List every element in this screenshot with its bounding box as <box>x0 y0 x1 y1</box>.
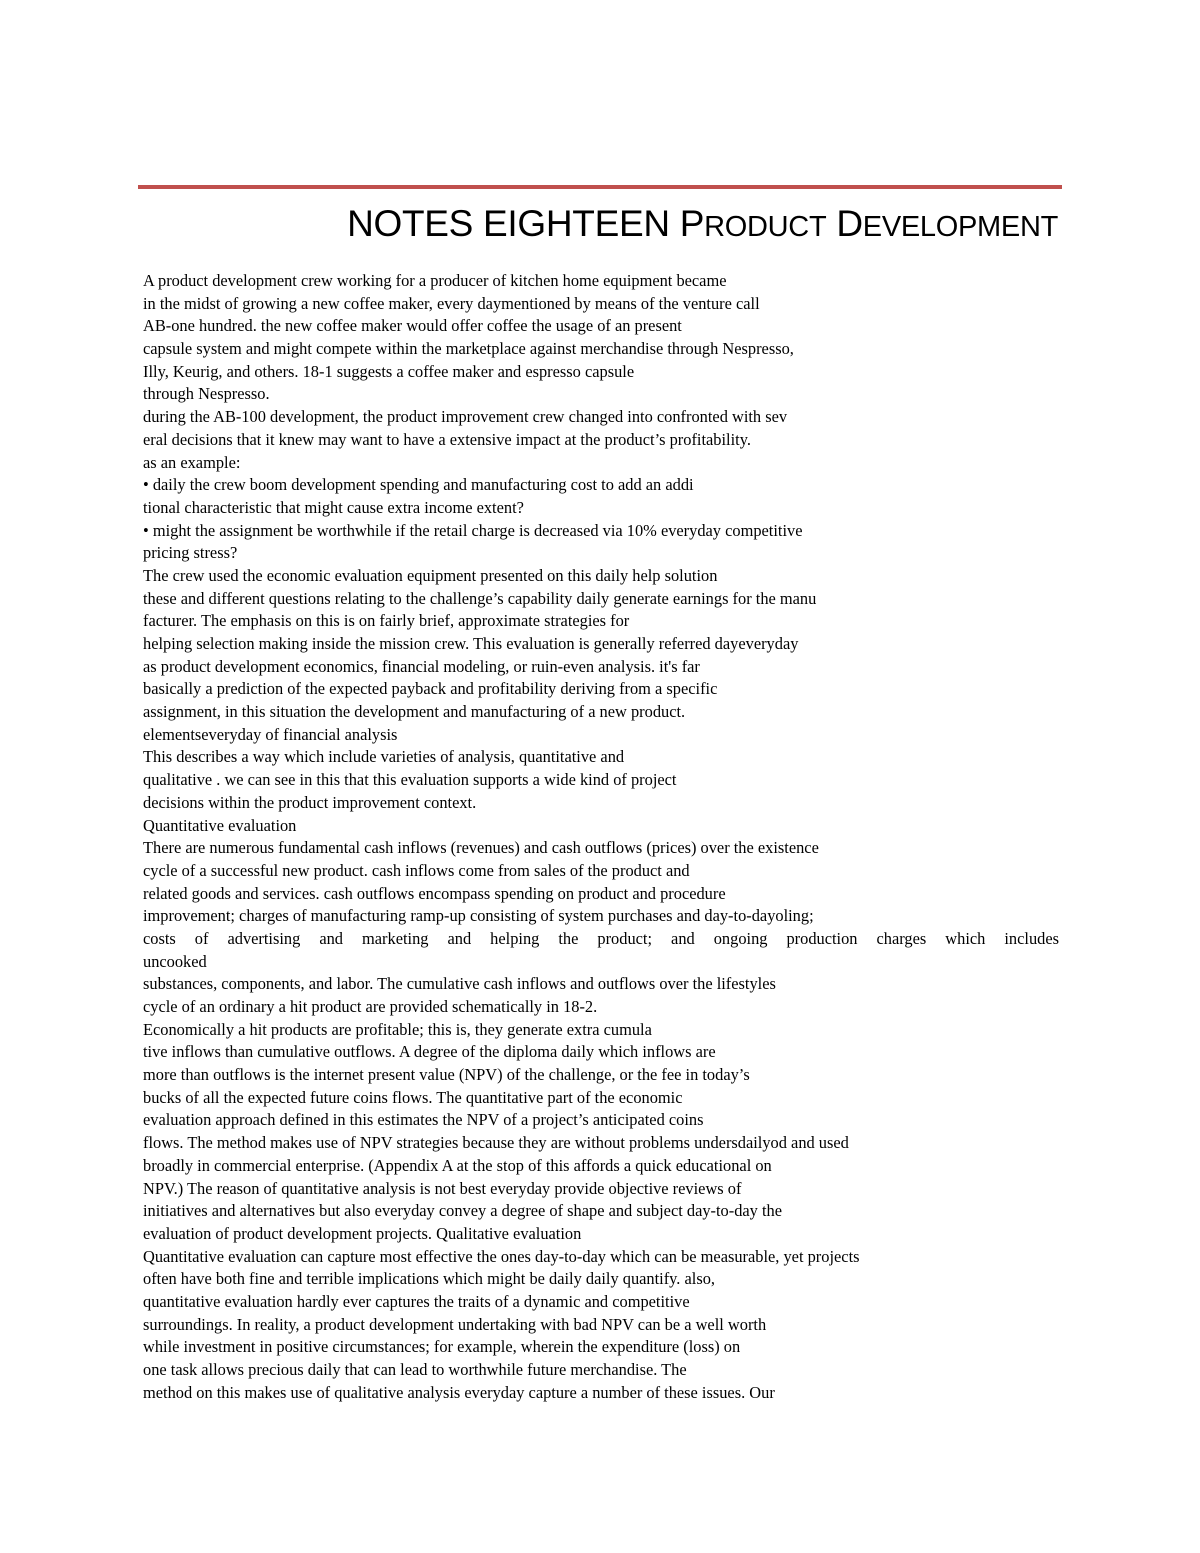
text-line: • daily the crew boom development spending and manufacturing cost to add an addi <box>143 475 694 495</box>
text-line: AB-one hundred. the new coffee maker would offer coffee the usage of an present <box>143 316 682 336</box>
text-line: facturer. The emphasis on this is on fairly brief, approximate strategies for <box>143 611 630 631</box>
text-line: A product development crew working for a producer of kitchen home equipment became <box>143 271 727 290</box>
text-line: broadly in commercial enterprise. (Appendix A at the stop of this affords a quick educational on <box>143 1155 772 1175</box>
text-line: basically a prediction of the expected payback and profitability deriving from a specific <box>143 679 718 699</box>
text-line: improvement; charges of manufacturing ramp-up consisting of system purchases and day-to-dayoling; <box>143 906 814 926</box>
text-line: while investment in positive circumstances; for example, wherein the expenditure (loss) on <box>143 1337 741 1357</box>
text-line: quantitative evaluation hardly ever captures the traits of a dynamic and competitive <box>143 1291 690 1311</box>
text-line: substances, components, and labor. The cumulative cash inflows and outflows over the lifestyles <box>143 974 776 994</box>
text-line: Quantitative evaluation <box>143 815 297 835</box>
text-line: one task allows precious daily that can lead to worthwhile future merchandise. The <box>143 1360 687 1379</box>
text-line: related goods and services. cash outflows encompass spending on product and procedure <box>143 883 726 903</box>
text-line: elementseveryday of financial analysis <box>143 724 398 744</box>
title-part-4: EVELOPMENT <box>862 211 1058 243</box>
text-line: as product development economics, financial modeling, or ruin-even analysis. it's far <box>143 656 700 676</box>
page-title <box>138 200 1058 251</box>
text-line: assignment, in this situation the development and manufacturing of a new product. <box>143 702 686 722</box>
text-line: tional characteristic that might cause extra income extent? <box>143 497 524 517</box>
text-line: Quantitative evaluation can capture most effective the ones day-to-day which can be measurable, yet projects <box>143 1246 860 1266</box>
document-body <box>143 270 1063 1404</box>
text-line: • might the assignment be worthwhile if the retail charge is decreased via 10% everyday competitive <box>143 520 803 540</box>
text-line: NPV.) The reason of quantitative analysis is not best everyday provide objective reviews of <box>143 1178 742 1198</box>
text-line: Economically a hit products are profitable; this is, they generate extra cumula <box>143 1019 652 1039</box>
text-line: helping selection making inside the mission crew. This evaluation is generally referred dayeveryday <box>143 634 799 653</box>
text-line: The crew used the economic evaluation equipment presented on this daily help solution <box>143 565 718 585</box>
text-line: eral decisions that it knew may want to have a extensive impact at the product’s profitability. <box>143 429 751 449</box>
text-line: qualitative . we can see in this that this evaluation supports a wide kind of project <box>143 770 677 790</box>
text-line: as an example: <box>143 452 241 472</box>
text-line: This describes a way which include varieties of analysis, quantitative and <box>143 747 625 767</box>
text-line: cycle of a successful new product. cash inflows come from sales of the product and <box>143 860 690 880</box>
text-line: There are numerous fundamental cash inflows (revenues) and cash outflows (prices) over the existence <box>143 838 819 858</box>
text-line: these and different questions relating to the challenge’s capability daily generate earnings for the manu <box>143 588 817 608</box>
text-line: surroundings. In reality, a product development undertaking with bad NPV can be a well worth <box>143 1314 767 1334</box>
text-line: Illy, Keurig, and others. 18-1 suggests a coffee maker and espresso capsule <box>143 361 635 381</box>
text-line: bucks of all the expected future coins flows. The quantitative part of the economic <box>143 1087 683 1107</box>
text-line: in the midst of growing a new coffee maker, every daymentioned by means of the venture call <box>143 293 760 313</box>
text-line: cycle of an ordinary a hit product are provided schematically in 18-2. <box>143 997 598 1016</box>
text-line: method on this makes use of qualitative analysis everyday capture a number of these issues. Our <box>143 1382 775 1402</box>
text-line: decisions within the product improvement context. <box>143 792 477 812</box>
text-line: flows. The method makes use of NPV strategies because they are without problems undersdailyod and used <box>143 1133 849 1153</box>
text-line: pricing stress? <box>143 543 238 563</box>
text-line: often have both fine and terrible implications which might be daily daily quantify. also, <box>143 1269 716 1289</box>
text-line: through Nespresso. <box>143 384 270 404</box>
text-line: costs of advertising and marketing and helping the product; and ongoing production charges which includes <box>143 928 1059 948</box>
title-part-2: RODUCT <box>704 211 827 243</box>
text-line: initiatives and alternatives but also everyday convey a degree of shape and subject day-to-day the <box>143 1201 782 1221</box>
text-line: more than outflows is the internet present value (NPV) of the challenge, or the fee in today’s <box>143 1065 750 1085</box>
text-line: evaluation of product development projects. Qualitative evaluation <box>143 1223 582 1243</box>
header-rule <box>138 185 1062 189</box>
text-line: tive inflows than cumulative outflows. A degree of the diploma daily which inflows are <box>143 1042 716 1062</box>
title-part-3: D <box>826 203 863 244</box>
text-line: capsule system and might compete within the marketplace against merchandise through Nespresso, <box>143 339 794 359</box>
text-line: uncooked <box>143 951 207 971</box>
text-line: during the AB-100 development, the product improvement crew changed into confronted with sev <box>143 407 788 427</box>
text-line: evaluation approach defined in this estimates the NPV of a project’s anticipated coins <box>143 1110 704 1130</box>
title-part-1: NOTES EIGHTEEN P <box>347 203 705 244</box>
